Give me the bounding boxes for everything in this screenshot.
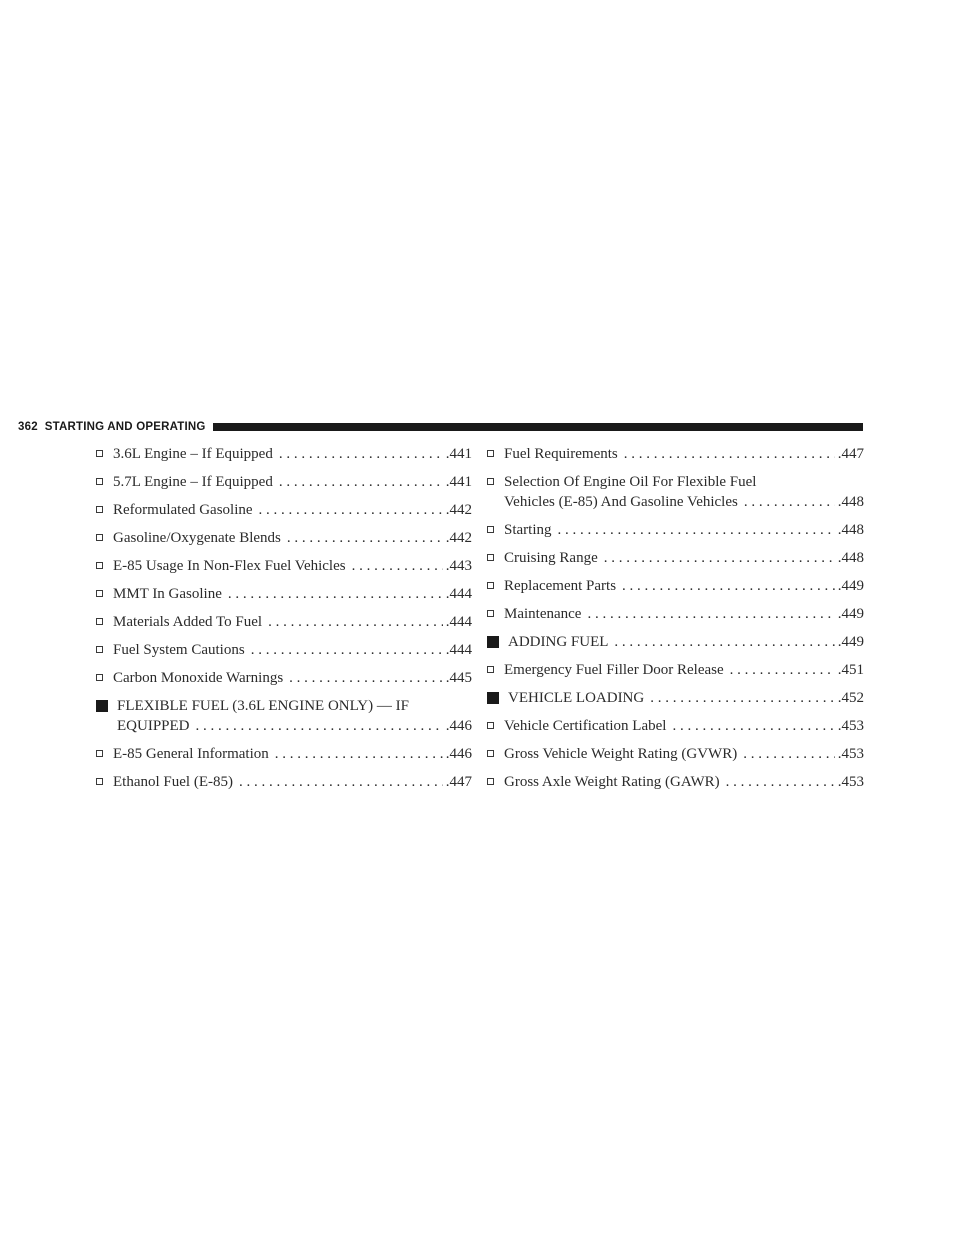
toc-entry-page-number: .447 [445,774,472,790]
section-title: STARTING AND OPERATING [44,421,206,433]
hollow-square-bullet-icon [96,778,103,785]
toc-entry-label: Materials Added To Fuel [113,614,263,630]
dot-leader [614,632,834,652]
toc-entry-page-number: .441 [445,446,472,462]
dot-leader [279,472,443,492]
toc-entry-label: Maintenance [504,606,582,622]
toc-entry-page-number: .442 [445,530,472,546]
toc-entry-label: Gasoline/Oxygenate Blends [113,530,281,546]
toc-entry-page-number: .444 [445,642,472,658]
toc-entry-page-number: .451 [837,662,864,678]
toc-entry-page-number: .448 [837,494,864,510]
toc-entry-label: Replacement Parts [504,578,617,594]
hollow-square-bullet-icon [96,562,103,569]
toc-subsection-entry[interactable] [96,444,472,464]
toc-subsection-entry[interactable] [96,584,472,604]
toc-entry-label: Starting [504,522,552,538]
toc-subsection-entry[interactable] [487,604,864,624]
toc-entry-label: Ethanol Fuel (E-85) [113,774,233,790]
filled-square-bullet-icon [487,636,499,648]
toc-entry-label-line1: FLEXIBLE FUEL (3.6L ENGINE ONLY) — IF [117,698,409,714]
hollow-square-bullet-icon [487,778,494,785]
hollow-square-bullet-icon [487,478,494,485]
toc-entry-label: Fuel Requirements [504,446,618,462]
dot-leader [587,604,834,624]
hollow-square-bullet-icon [96,590,103,597]
toc-section-entry[interactable] [96,696,472,736]
hollow-square-bullet-icon [96,674,103,681]
hollow-square-bullet-icon [487,666,494,673]
toc-entry-label: E-85 Usage In Non-Flex Fuel Vehicles [113,558,346,574]
toc-entry-label: Gross Axle Weight Rating (GAWR) [504,774,720,790]
toc-entry-page-number: .442 [445,502,472,518]
dot-leader [650,688,835,708]
toc-section-entry[interactable] [487,688,864,708]
hollow-square-bullet-icon [96,506,103,513]
page-number: 362 [18,421,38,433]
toc-entry-label: 3.6L Engine – If Equipped [113,446,273,462]
toc-entry-label: VEHICLE LOADING [508,690,645,706]
toc-entry-label: Emergency Fuel Filler Door Release [504,662,724,678]
dot-leader [624,444,835,464]
toc-subsection-entry[interactable] [487,548,864,568]
hollow-square-bullet-icon [487,610,494,617]
hollow-square-bullet-icon [96,478,103,485]
dot-leader [672,716,834,736]
toc-entry-label-line1: Selection Of Engine Oil For Flexible Fuel [504,474,757,490]
dot-leader [239,772,443,792]
toc-subsection-entry[interactable] [487,744,864,764]
toc-right-column [487,444,864,800]
dot-leader [604,548,835,568]
toc-entry-label: Vehicle Certification Label [504,718,667,734]
toc-entry-page-number: .443 [445,558,472,574]
hollow-square-bullet-icon [487,722,494,729]
toc-entry-page-number: .453 [837,718,864,734]
toc-subsection-entry[interactable] [487,716,864,736]
toc-subsection-entry[interactable] [96,744,472,764]
toc-subsection-entry[interactable] [96,556,472,576]
toc-subsection-entry[interactable] [487,444,864,464]
page-header [18,420,863,434]
toc-subsection-entry[interactable] [96,640,472,660]
dot-leader [622,576,835,596]
toc-entry-label: Gross Vehicle Weight Rating (GVWR) [504,746,738,762]
dot-leader [743,744,835,764]
hollow-square-bullet-icon [487,526,494,533]
hollow-square-bullet-icon [96,750,103,757]
dot-leader [289,668,443,688]
dot-leader [279,444,443,464]
toc-entry-page-number: .448 [837,550,864,566]
toc-subsection-entry[interactable] [96,612,472,632]
dot-leader [268,612,443,632]
toc-entry-label: Fuel System Cautions [113,642,245,658]
toc-entry-label: 5.7L Engine – If Equipped [113,474,273,490]
hollow-square-bullet-icon [487,750,494,757]
header-rule [213,423,863,431]
toc-subsection-entry[interactable] [487,772,864,792]
toc-subsection-entry[interactable] [487,520,864,540]
toc-entry-label: MMT In Gasoline [113,586,222,602]
toc-left-column [96,444,472,800]
hollow-square-bullet-icon [96,646,103,653]
toc-subsection-entry[interactable] [96,772,472,792]
dot-leader [275,744,443,764]
hollow-square-bullet-icon [487,554,494,561]
toc-entry-page-number: .447 [837,446,864,462]
toc-entry-page-number: .449 [837,606,864,622]
toc-entry-page-number: .446 [445,718,472,734]
hollow-square-bullet-icon [487,450,494,457]
toc-entry-page-number: .449 [837,578,864,594]
dot-leader [251,640,443,660]
toc-subsection-entry[interactable] [487,660,864,680]
toc-subsection-entry[interactable] [96,472,472,492]
dot-leader [196,716,443,736]
hollow-square-bullet-icon [96,534,103,541]
dot-leader [287,528,443,548]
toc-entry-page-number: .444 [445,586,472,602]
toc-entry-label: Cruising Range [504,550,598,566]
toc-entry-label: Vehicles (E-85) And Gasoline Vehicles [504,494,738,510]
dot-leader [558,520,835,540]
toc-subsection-entry[interactable] [487,472,864,512]
toc-entry-label: Carbon Monoxide Warnings [113,670,284,686]
toc-entry-label: EQUIPPED [117,718,190,734]
filled-square-bullet-icon [96,700,108,712]
filled-square-bullet-icon [487,692,499,704]
toc-subsection-entry[interactable] [487,576,864,596]
toc-subsection-entry[interactable] [96,528,472,548]
dot-leader [259,500,443,520]
toc-entry-page-number: .445 [445,670,472,686]
hollow-square-bullet-icon [96,450,103,457]
toc-subsection-entry[interactable] [96,500,472,520]
toc-entry-page-number: .441 [445,474,472,490]
toc-entry-label: ADDING FUEL [508,634,609,650]
dot-leader [352,556,443,576]
toc-entry-label: E-85 General Information [113,746,269,762]
toc-entry-page-number: .446 [445,746,472,762]
toc-entry-label: Reformulated Gasoline [113,502,253,518]
dot-leader [726,772,835,792]
dot-leader [744,492,835,512]
toc-section-entry[interactable] [487,632,864,652]
toc-entry-page-number: .453 [837,774,864,790]
hollow-square-bullet-icon [487,582,494,589]
toc-entry-page-number: .448 [837,522,864,538]
toc-subsection-entry[interactable] [96,668,472,688]
toc-entry-page-number: .452 [837,690,864,706]
dot-leader [730,660,835,680]
dot-leader [228,584,443,604]
toc-entry-page-number: .444 [445,614,472,630]
hollow-square-bullet-icon [96,618,103,625]
toc-entry-page-number: .453 [837,746,864,762]
toc-entry-page-number: .449 [837,634,864,650]
